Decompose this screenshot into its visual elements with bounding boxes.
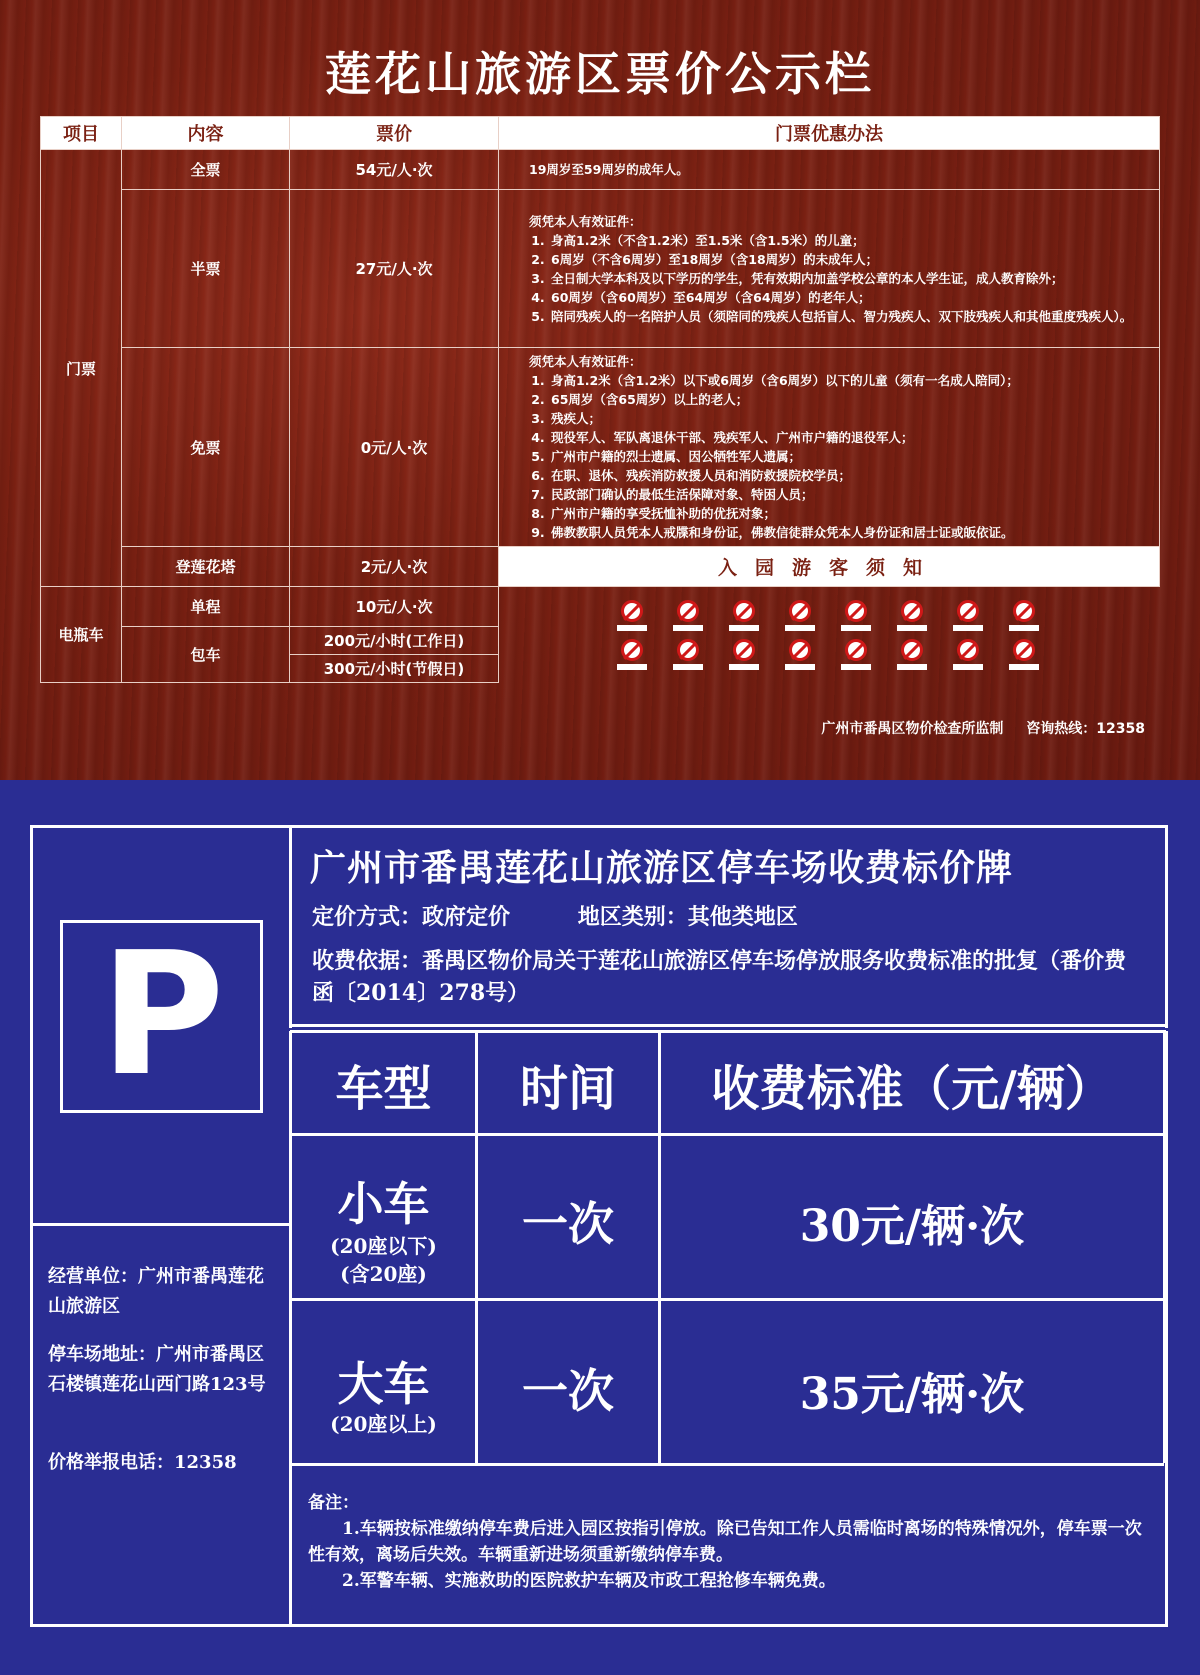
region-type: 地区类别：其他类地区 bbox=[577, 904, 798, 930]
ticket-board-title: 莲花山旅游区票价公示栏 bbox=[325, 47, 875, 101]
charter-name: 包车 bbox=[122, 627, 290, 683]
single-trip-price: 10元/人·次 bbox=[290, 587, 499, 627]
header-price: 票价 bbox=[290, 117, 499, 150]
single-trip-name: 单程 bbox=[122, 587, 290, 627]
full-ticket-price: 54元/人·次 bbox=[290, 150, 499, 190]
divider bbox=[290, 1030, 1164, 1033]
list-item: 9. 佛教教职人员凭本人戒牒和身份证，佛教信徒群众凭本人身份证和居士证或皈依证。 bbox=[549, 523, 1145, 542]
sign-caption bbox=[1009, 664, 1039, 670]
table-header-row bbox=[41, 117, 1160, 150]
remark-label: 备注： bbox=[308, 1493, 359, 1513]
table-row bbox=[41, 348, 1160, 547]
prohibition-circle bbox=[677, 639, 699, 661]
remark-2: 2.军警车辆、实施救助的医院救护车辆及市政工程抢修车辆免费。 bbox=[342, 1571, 836, 1591]
no-smoking-icon bbox=[899, 639, 925, 670]
half-rule-list bbox=[529, 231, 1145, 326]
no-vehicle-icon bbox=[843, 600, 869, 631]
no-lying-icon bbox=[955, 639, 981, 670]
no-fire-icon bbox=[619, 639, 645, 670]
prohibition-circle bbox=[1013, 600, 1035, 622]
prohibition-circle bbox=[789, 600, 811, 622]
no-trash-icon bbox=[1011, 639, 1037, 670]
sign-caption bbox=[673, 664, 703, 670]
supervisor-text: 广州市番禺区物价检查所监制 bbox=[821, 721, 1004, 737]
table-row bbox=[41, 190, 1160, 348]
no-swimming-icon bbox=[899, 600, 925, 631]
small-car-fee: 30元/辆·次 bbox=[799, 1201, 1025, 1252]
small-car-note: (含20座) bbox=[340, 1262, 427, 1286]
list-item: 7. 民政部门确认的最低生活保障对象、特困人员； bbox=[549, 485, 1145, 504]
list-item: 5. 陪同残疾人的一名陪护人员（须陪同的残疾人包括盲人、智力残疾人、双下肢残疾人和其他重度残疾人）。 bbox=[549, 307, 1145, 326]
no-picking-icon bbox=[843, 639, 869, 670]
small-car-note: (20座以下) bbox=[330, 1234, 437, 1258]
list-item: 3. 残疾人； bbox=[549, 409, 1145, 428]
notice-signs bbox=[499, 587, 1160, 683]
remarks bbox=[308, 1490, 1158, 1594]
category-ticket: 门票 bbox=[41, 150, 122, 587]
ticket-price-table bbox=[40, 116, 1160, 683]
no-climbing-icon bbox=[787, 600, 813, 631]
charter-price-holiday: 300元/小时(节假日) bbox=[290, 655, 499, 683]
prohibition-circle bbox=[1013, 639, 1035, 661]
no-littering-icon bbox=[955, 600, 981, 631]
sign-caption bbox=[953, 664, 983, 670]
list-item: 6. 在职、退休、残疾消防救援人员和消防救援院校学员； bbox=[549, 466, 1145, 485]
table-row bbox=[41, 150, 1160, 190]
notice-title: 入园游客须知 bbox=[499, 547, 1160, 587]
prohibition-circle bbox=[789, 639, 811, 661]
header-content: 内容 bbox=[122, 117, 290, 150]
charter-price-workday: 200元/小时(工作日) bbox=[290, 627, 499, 655]
divider bbox=[1163, 1030, 1166, 1463]
sign-caption bbox=[673, 625, 703, 631]
no-pets-icon bbox=[675, 600, 701, 631]
large-car-time: 一次 bbox=[522, 1364, 614, 1418]
half-rule-intro: 须凭本人有效证件： bbox=[529, 213, 642, 229]
category-ebike: 电瓶车 bbox=[41, 587, 122, 683]
divider bbox=[290, 1133, 1164, 1136]
sign-caption bbox=[785, 664, 815, 670]
free-ticket-name: 免票 bbox=[122, 348, 290, 547]
parking-p-letter: P bbox=[100, 916, 225, 1114]
free-ticket-rule bbox=[499, 348, 1160, 547]
no-graffiti-icon bbox=[731, 639, 757, 670]
list-item: 2. 6周岁（不含6周岁）至18周岁（含18周岁）的未成年人； bbox=[549, 250, 1145, 269]
list-item: 8. 广州市户籍的享受抚恤补助的优抚对象； bbox=[549, 504, 1145, 523]
no-bicycle-icon bbox=[731, 600, 757, 631]
prohibition-circle bbox=[901, 600, 923, 622]
list-item: 2. 65周岁（含65周岁）以上的老人； bbox=[549, 390, 1145, 409]
no-fishing-icon bbox=[787, 639, 813, 670]
sign-caption bbox=[617, 625, 647, 631]
prohibition-circle bbox=[733, 639, 755, 661]
small-car-time: 一次 bbox=[522, 1197, 614, 1251]
no-motorcycle-icon bbox=[619, 600, 645, 631]
half-ticket-rule bbox=[499, 190, 1160, 348]
list-item: 3. 全日制大学本科及以下学历的学生，凭有效期内加盖学校公章的本人学生证，成人教育除外； bbox=[549, 269, 1145, 288]
divider bbox=[30, 1223, 290, 1226]
table-row bbox=[41, 587, 1160, 627]
parking-address: 停车场地址：广州市番禺区石楼镇莲花山西门路123号 bbox=[48, 1344, 266, 1395]
large-car-type: 大车 bbox=[337, 1357, 430, 1411]
remark-1: 1.车辆按标准缴纳停车费后进入园区按指引停放。除已告知工作人员需临时离场的特殊情况外，停车票一次性有效，离场后失效。车辆重新进场须重新缴纳停车费。 bbox=[308, 1519, 1142, 1565]
col-time: 时间 bbox=[519, 1061, 616, 1117]
col-vehicle-type: 车型 bbox=[335, 1061, 432, 1117]
sign-caption bbox=[1009, 625, 1039, 631]
list-item: 4. 60周岁（含60周岁）至64周岁（含64周岁）的老年人； bbox=[549, 288, 1145, 307]
divider bbox=[290, 1463, 1164, 1466]
pagoda-name: 登莲花塔 bbox=[122, 547, 290, 587]
sign-caption bbox=[617, 664, 647, 670]
pricing-meta bbox=[312, 900, 798, 931]
hotline-text: 咨询热线：12358 bbox=[1026, 721, 1145, 737]
sign-caption bbox=[897, 664, 927, 670]
free-rule-list bbox=[529, 371, 1145, 542]
operator-info: 经营单位：广州市番禺莲花山旅游区 bbox=[48, 1266, 264, 1317]
full-ticket-name: 全票 bbox=[122, 150, 290, 190]
table-row bbox=[41, 547, 1160, 587]
sign-caption bbox=[729, 625, 759, 631]
prohibition-circle bbox=[901, 639, 923, 661]
report-phone: 价格举报电话：12358 bbox=[48, 1452, 237, 1473]
prohibition-circle bbox=[845, 639, 867, 661]
pricing-basis: 收费依据：番禺区物价局关于莲花山旅游区停车场停放服务收费标准的批复（番价费函〔2014〕278号） bbox=[312, 948, 1127, 1006]
pricing-method: 定价方式：政府定价 bbox=[312, 904, 511, 930]
parking-board-title: 广州市番禺莲花山旅游区停车场收费标价牌 bbox=[310, 847, 1014, 889]
sign-caption bbox=[729, 664, 759, 670]
full-ticket-rule: 19周岁至59周岁的成年人。 bbox=[499, 150, 1160, 190]
prohibition-circle bbox=[957, 600, 979, 622]
divider bbox=[289, 1024, 1168, 1027]
free-ticket-price: 0元/人·次 bbox=[290, 348, 499, 547]
list-item: 1. 身高1.2米（含1.2米）以下或6周岁（含6周岁）以下的儿童（须有一名成人陪同）； bbox=[549, 371, 1145, 390]
no-dogs-icon bbox=[1011, 600, 1037, 631]
pagoda-price: 2元/人·次 bbox=[290, 547, 499, 587]
col-fee-standard: 收费标准（元/辆） bbox=[711, 1061, 1113, 1117]
prohibition-circle bbox=[733, 600, 755, 622]
ticket-board-footer bbox=[803, 718, 1145, 738]
header-item: 项目 bbox=[41, 117, 122, 150]
sign-caption bbox=[953, 625, 983, 631]
half-ticket-price: 27元/人·次 bbox=[290, 190, 499, 348]
half-ticket-name: 半票 bbox=[122, 190, 290, 348]
sign-caption bbox=[897, 625, 927, 631]
notice-sign-grid bbox=[619, 594, 1039, 676]
list-item: 4. 现役军人、军队离退休干部、残疾军人、广州市户籍的退役军人； bbox=[549, 428, 1145, 447]
sign-caption bbox=[841, 625, 871, 631]
free-rule-intro: 须凭本人有效证件： bbox=[529, 354, 642, 369]
sign-caption bbox=[785, 625, 815, 631]
ticket-board bbox=[0, 0, 1200, 780]
large-car-fee: 35元/辆·次 bbox=[799, 1369, 1025, 1420]
prohibition-circle bbox=[621, 639, 643, 661]
no-hunting-icon bbox=[675, 639, 701, 670]
list-item: 1. 身高1.2米（不含1.2米）至1.5米（含1.5米）的儿童； bbox=[549, 231, 1145, 250]
header-discount: 门票优惠办法 bbox=[499, 117, 1160, 150]
sign-caption bbox=[841, 664, 871, 670]
prohibition-circle bbox=[957, 639, 979, 661]
large-car-note: (20座以上) bbox=[330, 1412, 437, 1436]
prohibition-circle bbox=[845, 600, 867, 622]
divider bbox=[290, 1298, 1164, 1301]
list-item: 5. 广州市户籍的烈士遗属、因公牺牲军人遗属； bbox=[549, 447, 1145, 466]
prohibition-circle bbox=[677, 600, 699, 622]
prohibition-circle bbox=[621, 600, 643, 622]
small-car-type: 小车 bbox=[337, 1177, 430, 1231]
